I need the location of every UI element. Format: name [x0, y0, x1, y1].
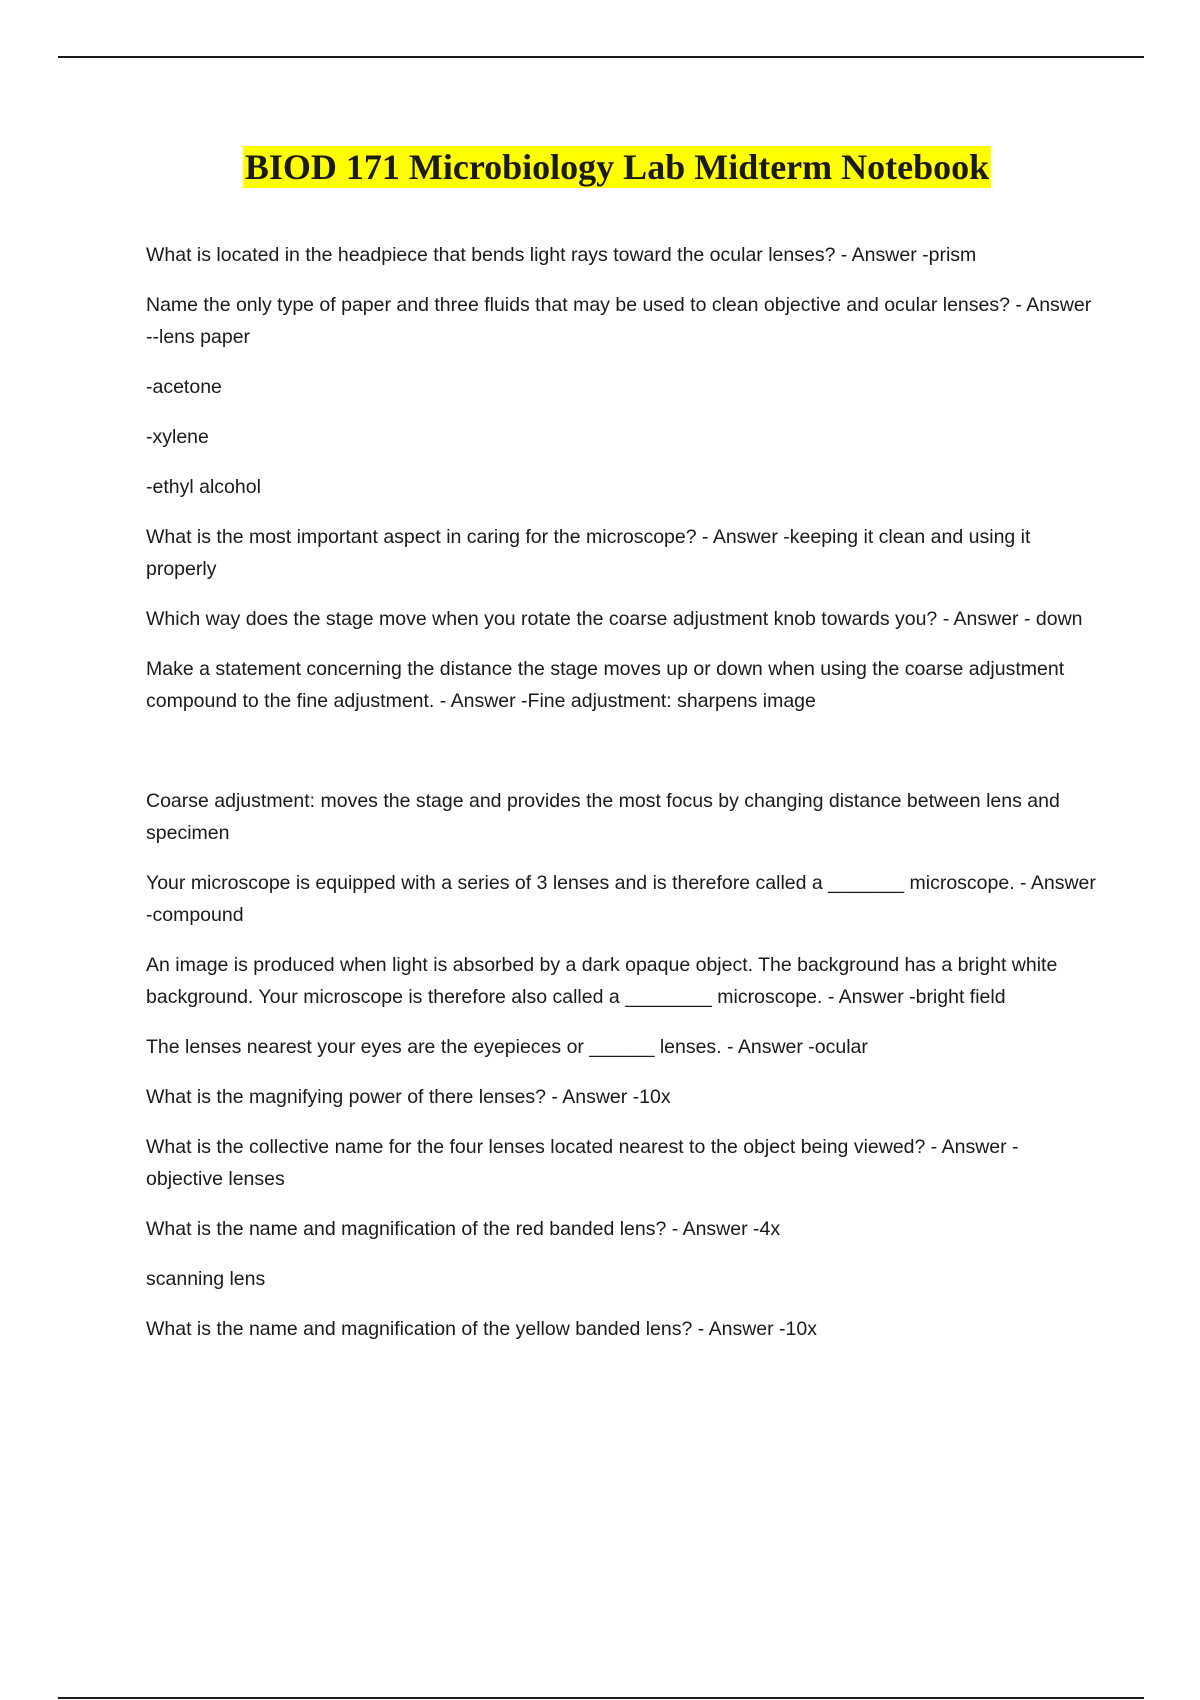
qa-paragraph: What is located in the headpiece that bends light rays toward the ocular lenses? - Answer -prism	[146, 244, 977, 266]
qa-paragraph: Which way does the stage move when you rotate the coarse adjustment knob towards you? - Answer - down	[146, 608, 1083, 630]
qa-paragraph: The lenses nearest your eyes are the eyepieces or ______ lenses. - Answer -ocular	[146, 1036, 868, 1058]
title-container	[0, 146, 1200, 188]
document-title: BIOD 171 Microbiology Lab Midterm Notebook	[244, 147, 990, 187]
document-body	[146, 239, 1096, 1363]
qa-paragraph: Coarse adjustment: moves the stage and provides the most focus by changing distance between lens and specimen	[146, 790, 1060, 844]
qa-paragraph: What is the collective name for the four lenses located nearest to the object being viewed? - Answer - objective lenses	[146, 1136, 1019, 1190]
qa-paragraph: What is the magnifying power of there lenses? - Answer -10x	[146, 1086, 671, 1108]
qa-paragraph: What is the name and magnification of the red banded lens? - Answer -4x	[146, 1218, 781, 1240]
qa-paragraph: Your microscope is equipped with a series of 3 lenses and is therefore called a _______ microscope. - Answer -compound	[146, 872, 1096, 926]
qa-paragraph: scanning lens	[146, 1268, 266, 1290]
qa-paragraph: -ethyl alcohol	[146, 476, 261, 498]
qa-paragraph: -xylene	[146, 426, 209, 448]
header-rule	[58, 56, 1144, 58]
qa-paragraph: -acetone	[146, 376, 222, 398]
qa-paragraph: What is the most important aspect in caring for the microscope? - Answer -keeping it clean and using it properly	[146, 526, 1031, 580]
footer-rule	[58, 1697, 1144, 1699]
qa-paragraph: What is the name and magnification of the yellow banded lens? - Answer -10x	[146, 1318, 817, 1340]
qa-paragraph: Name the only type of paper and three fluids that may be used to clean objective and ocular lenses? - Answer --lens paper	[146, 294, 1092, 348]
qa-paragraph: Make a statement concerning the distance the stage moves up or down when using the coarse adjustment compound to the fine adjustment. - Answer -Fine adjustment: sharpens image	[146, 658, 1065, 712]
qa-paragraph: An image is produced when light is absorbed by a dark opaque object. The background has a bright white background. Your microscope is therefore also called a ________ microscope. - Answer -bright field	[146, 954, 1058, 1008]
